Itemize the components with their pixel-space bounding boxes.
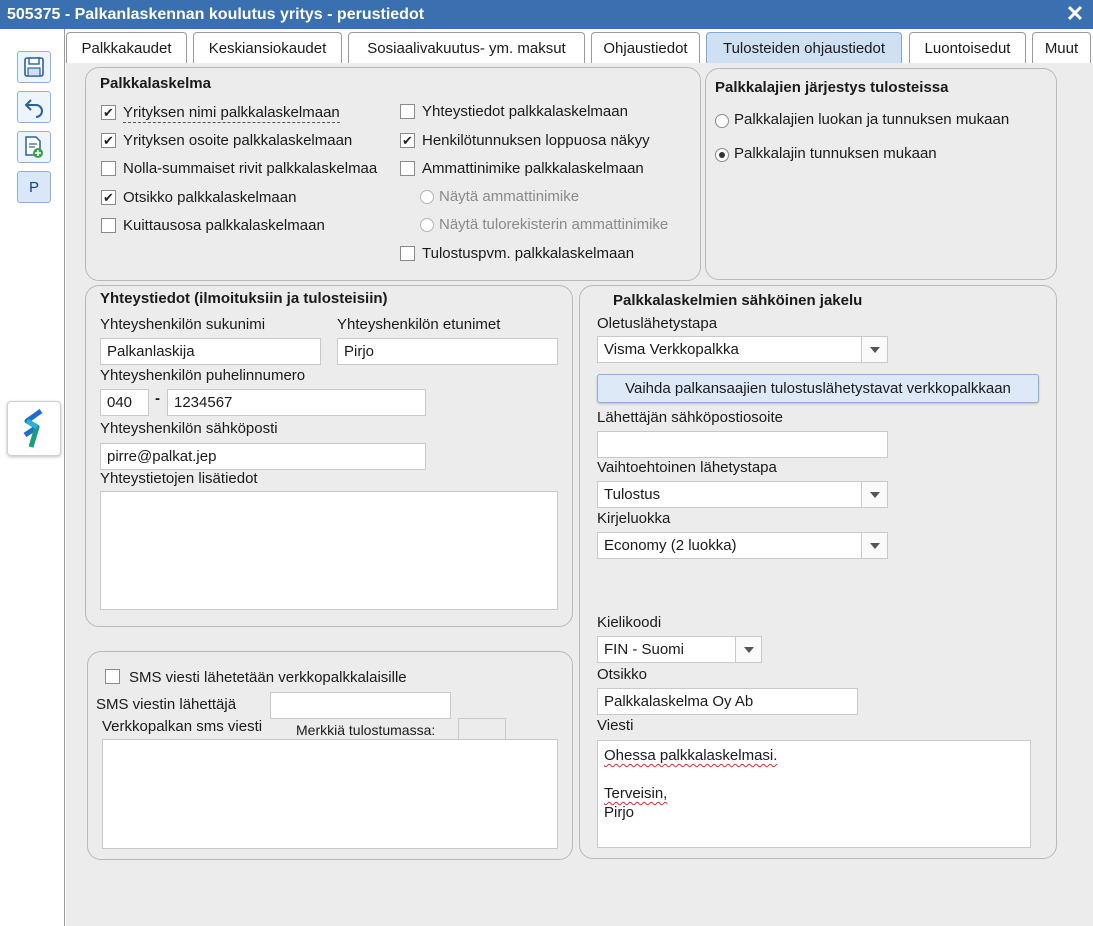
ammattinimike-checkbox[interactable] [400, 161, 415, 176]
otsikko-input[interactable]: Palkkalaskelma Oy Ab [597, 688, 858, 715]
tab-label: Palkkakaudet [81, 39, 172, 57]
viesti-line1: Ohessa palkkalaskelmasi. [604, 747, 778, 764]
sms-group [87, 651, 573, 860]
oletus-select[interactable] [597, 336, 888, 363]
vaihda-verkkopalkkaan-button[interactable] [597, 374, 1039, 403]
yrityksen-osoite-checkbox[interactable]: ✔ [101, 133, 116, 148]
merkkia-count [458, 718, 506, 740]
sahkoposti-label: Yhteyshenkilön sähköposti [100, 420, 278, 437]
kielikoodi-select[interactable] [597, 636, 762, 663]
visma-logo-button[interactable] [7, 401, 61, 456]
vaihtoehtoinen-select[interactable] [597, 481, 888, 508]
kirjeluokka-value: Economy (2 luokka) [604, 537, 737, 554]
jarjestys-option1-radio[interactable] [715, 114, 729, 128]
sms-lahettaja-input[interactable] [270, 692, 451, 719]
yhteystiedot-checkbox[interactable] [400, 104, 415, 119]
tab-keskiansiokaudet[interactable] [193, 32, 342, 63]
sms-lahettaja-label: SMS viestin lähettäjä [96, 696, 237, 713]
nayta-ammattinimike-radio[interactable] [420, 190, 434, 204]
lahettaja-email-label: Lähettäjän sähköpostiosoite [597, 409, 783, 426]
nolla-summaiset-checkbox[interactable] [101, 161, 116, 176]
chevron-down-icon[interactable] [861, 482, 887, 507]
vaihda-button-label: Vaihda palkansaajien tulostuslähetystavat verkkopalkkaan [625, 380, 1011, 397]
ammattinimike-label: Ammattinimike palkkalaskelmaan [422, 160, 644, 177]
henkilotunnus-label: Henkilötunnuksen loppuosa näkyy [422, 132, 650, 149]
otsikko-field-label: Otsikko [597, 666, 648, 683]
oletus-value: Visma Verkkopalkka [604, 341, 739, 358]
sms-viesti-label: Verkkopalkan sms viesti [102, 718, 263, 735]
tulostuspvm-checkbox[interactable] [400, 246, 415, 261]
kielikoodi-label: Kielikoodi [597, 614, 662, 631]
kuittausosa-checkbox[interactable] [101, 218, 116, 233]
lahettaja-email-input[interactable] [597, 431, 888, 458]
sukunimi-label: Yhteyshenkilön sukunimi [100, 316, 266, 333]
tab-bar [66, 29, 1093, 63]
window-title-bar [0, 0, 1093, 29]
jakelu-group [579, 285, 1057, 859]
jarjestys-option1-label: Palkkalajien luokan ja tunnuksen mukaan [734, 111, 1010, 128]
kirjeluokka-select[interactable] [597, 532, 888, 559]
kirjeluokka-label: Kirjeluokka [597, 510, 671, 527]
sahkoposti-input[interactable]: pirre@palkat.jep [100, 443, 426, 470]
lisatiedot-label: Yhteystietojen lisätiedot [100, 470, 258, 487]
tab-label: Ohjaustiedot [603, 39, 688, 57]
viesti-line2: Terveisin, [604, 785, 668, 802]
tab-muut[interactable] [1032, 32, 1091, 63]
phone-dash: - [155, 390, 160, 407]
tulostuspvm-label: Tulostuspvm. palkkalaskelmaan [422, 245, 635, 262]
tab-tulosteiden-ohjaustiedot[interactable] [706, 32, 902, 63]
tab-label: Luontoisedut [924, 39, 1011, 57]
tab-label: Tulosteiden ohjaustiedot [722, 39, 886, 57]
lisatiedot-textarea[interactable] [100, 491, 558, 610]
yrityksen-nimi-label: Yrityksen nimi palkkalaskelmaan [123, 104, 340, 121]
save-button[interactable] [17, 51, 51, 83]
undo-button[interactable] [17, 91, 51, 123]
yhteystiedot-group [85, 285, 573, 627]
sms-checkbox-label: SMS viesti lähetetään verkkopalkkalaisille [129, 669, 407, 686]
tab-sosiaalivakuutus[interactable] [348, 32, 585, 63]
palkkalaskelma-group [85, 67, 701, 281]
nayta-ammattinimike-label: Näytä ammattinimike [439, 188, 580, 205]
tab-label: Muut [1044, 39, 1079, 57]
sukunimi-input[interactable]: Palkanlaskija [100, 338, 321, 365]
yhteystiedot-title: Yhteystiedot (ilmoituksiin ja tulosteisiin) [100, 290, 388, 307]
tab-label: Keskiansiokaudet [208, 39, 327, 57]
jarjestys-option2-radio[interactable] [715, 148, 729, 162]
puhelin-label: Yhteyshenkilön puhelinnumero [100, 367, 306, 384]
vaihtoehtoinen-value: Tulostus [604, 486, 661, 503]
yrityksen-nimi-checkbox[interactable]: ✔ [101, 105, 116, 120]
palkkalaskelma-title: Palkkalaskelma [100, 75, 211, 92]
suuntanumero-input[interactable]: 040 [100, 389, 149, 416]
new-document-button[interactable] [17, 131, 51, 163]
save-icon [23, 56, 45, 78]
vaihtoehtoinen-label: Vaihtoehtoinen lähetystapa [597, 459, 777, 476]
viesti-label: Viesti [597, 717, 634, 734]
viesti-line3: Pirjo [604, 804, 635, 821]
kielikoodi-value: FIN - Suomi [604, 641, 685, 658]
viesti-textarea[interactable] [597, 740, 1031, 848]
jakelu-title: Palkkalaskelmien sähköinen jakelu [613, 292, 863, 309]
sms-viesti-textarea[interactable] [102, 739, 558, 849]
tab-label: Sosiaalivakuutus- ym. maksut [367, 39, 566, 57]
nolla-summaiset-label: Nolla-summaiset rivit palkkalaskelmaa [123, 160, 378, 177]
etunimet-input[interactable]: Pirjo [337, 338, 558, 365]
left-toolbar [0, 29, 65, 926]
puhelinnumero-input[interactable]: 1234567 [167, 389, 426, 416]
merkkia-label: Merkkiä tulostumassa: [296, 722, 436, 738]
yhteystiedot-label: Yhteystiedot palkkalaskelmaan [422, 103, 628, 120]
p-button[interactable] [17, 171, 51, 203]
jarjestys-group [705, 68, 1057, 280]
tab-palkkakaudet[interactable] [66, 32, 187, 63]
oletus-label: Oletuslähetystapa [597, 315, 718, 332]
main-panel [66, 29, 1093, 926]
henkilotunnus-checkbox[interactable]: ✔ [400, 133, 415, 148]
chevron-down-icon[interactable] [861, 337, 887, 362]
jarjestys-title: Palkkalajien järjestys tulosteissa [715, 79, 949, 96]
p-button-label: P [28, 178, 39, 196]
sms-checkbox[interactable] [105, 669, 120, 684]
yrityksen-osoite-label: Yrityksen osoite palkkalaskelmaan [123, 132, 353, 149]
nayta-tulorekisteri-label: Näytä tulorekisterin ammattinimike [439, 216, 669, 233]
window-title: 505375 - Palkanlaskennan koulutus yritys - perustiedot [7, 6, 425, 23]
tab-ohjaustiedot[interactable] [591, 32, 700, 63]
visma-logo-icon [21, 409, 47, 449]
kuittausosa-label: Kuittausosa palkkalaskelmaan [123, 217, 325, 234]
jarjestys-option2-label: Palkkalajin tunnuksen mukaan [734, 145, 937, 162]
tab-luontoisedut[interactable] [909, 32, 1026, 63]
chevron-down-icon[interactable] [735, 637, 761, 662]
otsikko-checkbox[interactable]: ✔ [101, 190, 116, 205]
close-icon[interactable]: ✕ [1065, 1, 1085, 26]
chevron-down-icon[interactable] [861, 533, 887, 558]
nayta-tulorekisteri-radio[interactable] [420, 218, 434, 232]
undo-icon [23, 96, 45, 118]
add-document-icon [23, 135, 45, 159]
otsikko-label: Otsikko palkkalaskelmaan [123, 189, 297, 206]
etunimet-label: Yhteyshenkilön etunimet [337, 316, 501, 333]
